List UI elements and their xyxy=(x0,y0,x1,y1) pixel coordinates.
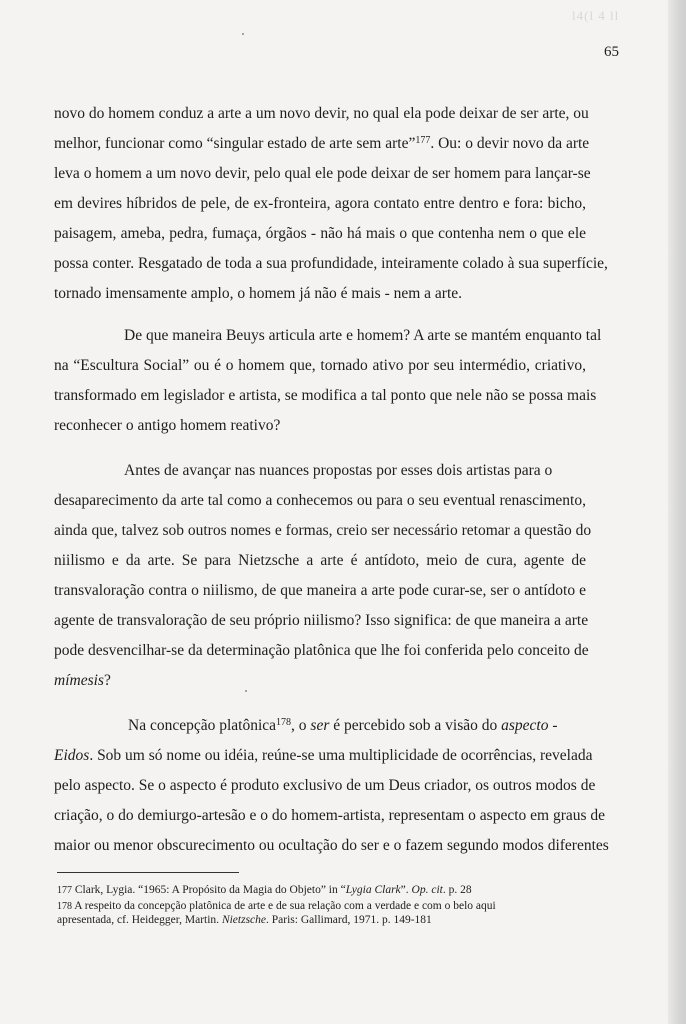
page-edge xyxy=(668,0,686,1024)
text-line xyxy=(54,747,593,765)
faint-margin-mark: l4(l 4 ll xyxy=(572,8,620,23)
text-line: desaparecimento da arte tal como a conhecemos ou para o seu eventual renascimento, xyxy=(54,492,586,509)
text-segment: , o xyxy=(291,717,311,734)
italic-term: Nietzsche xyxy=(221,914,267,926)
text-segment: Clark, Lygia. “1965: A Propósito da Magia do Objeto” in “ xyxy=(74,884,346,896)
text-segment: . Ou: o devir novo da arte xyxy=(430,135,590,152)
text-line: De que maneira Beuys articula arte e homem? A arte se mantém enquanto tal xyxy=(124,327,602,344)
text-line: leva o homem a um novo devir, pelo qual ele pode deixar de ser homem para lançar-se xyxy=(54,165,591,182)
footnote-ref-177: 177 xyxy=(415,135,431,146)
text-line xyxy=(54,135,590,153)
text-line: pelo aspecto. Se o aspecto é produto exclusivo de um Deus criador, os outros modos de xyxy=(54,777,596,794)
text-line: na “Escultura Social” ou é o homem que, tornado ativo por seu intermédio, criativo, xyxy=(54,357,586,374)
text-line: criação, o do demiurgo-artesão e o do homem-artista, representam o aspecto em graus de xyxy=(54,807,606,824)
text-line xyxy=(128,717,558,735)
footnote-178-continuation xyxy=(57,913,587,927)
text-line: maior ou menor obscurecimento ou ocultação do ser e o fazem segundo modos diferentes xyxy=(54,837,609,854)
text-segment: melhor, funcionar como “singular estado de arte sem arte” xyxy=(54,135,416,152)
text-line: em devires híbridos de pele, de ex-fronteira, agora contato entre dentro e fora: bicho, xyxy=(54,195,586,212)
italic-term: mímesis xyxy=(54,672,104,689)
footnote-178 xyxy=(57,899,587,914)
text-segment: . Sob um só nome ou idéia, reúne-se uma multiplicidade de ocorrências, revelada xyxy=(89,747,593,764)
text-line: novo do homem conduz a arte a um novo devir, no qual ela pode deixar de ser arte, ou xyxy=(54,105,589,122)
text-line: possa conter. Resgatado de toda a sua profundidade, inteiramente colado à sua superfície, xyxy=(54,255,608,272)
italic-term: ser xyxy=(310,717,330,734)
speck xyxy=(242,33,244,35)
text-segment: apresentada, cf. Heidegger, Martin. xyxy=(57,914,222,926)
text-line xyxy=(54,672,586,690)
footnote-177 xyxy=(57,883,587,898)
text-line: transformado em legislador e artista, se modifica a tal ponto que nele não se possa mais xyxy=(54,387,597,404)
italic-term: Lygia Clark xyxy=(345,884,401,896)
text-line: transvaloração contra o niilismo, de que maneira a arte pode curar-se, ser o antídoto e xyxy=(54,582,586,599)
text-line: agente de transvaloração de seu próprio niilismo? Isso significa: de que maneira a arte xyxy=(54,612,589,629)
text-line: paisagem, ameba, pedra, fumaça, órgãos - não há mais o que contenha nem o que ele xyxy=(54,225,586,242)
text-segment: . Paris: Gallimard, 1971. p. 149-181 xyxy=(266,914,432,926)
text-segment: - xyxy=(548,717,558,734)
text-line: niilismo e da arte. Se para Nietzsche a arte é antídoto, meio de cura, agente de xyxy=(54,552,586,569)
footnote-number: 177 xyxy=(57,885,72,896)
text-segment: A respeito da concepção platônica de arte e de sua relação com a verdade e com o belo aqui xyxy=(74,900,496,912)
text-segment: ”. xyxy=(400,884,412,896)
italic-term: aspecto xyxy=(501,717,549,734)
italic-term: Eidos xyxy=(54,747,90,764)
italic-term: Op. cit xyxy=(411,884,443,896)
footnote-number: 178 xyxy=(57,901,72,912)
text-segment: . p. 28 xyxy=(442,884,472,896)
text-line: reconhecer o antigo homem reativo? xyxy=(54,417,281,434)
speck xyxy=(245,690,247,692)
text-line: pode desvencilhar-se da determinação platônica que lhe foi conferida pelo conceito de xyxy=(54,642,589,659)
footnote-ref-178: 178 xyxy=(276,717,292,728)
footnote-separator xyxy=(57,872,239,873)
text-line: tornado imensamente amplo, o homem já não é mais - nem a arte. xyxy=(54,285,463,302)
text-line: ainda que, talvez sob outros nomes e formas, creio ser necessário retomar a questão do xyxy=(54,522,592,539)
text-line: Antes de avançar nas nuances propostas por esses dois artistas para o xyxy=(124,462,553,479)
page-number: 65 xyxy=(604,44,619,60)
text-segment: Na concepção platônica xyxy=(128,717,277,734)
text-segment: ? xyxy=(103,672,111,689)
text-segment: é percebido sob a visão do xyxy=(329,717,502,734)
